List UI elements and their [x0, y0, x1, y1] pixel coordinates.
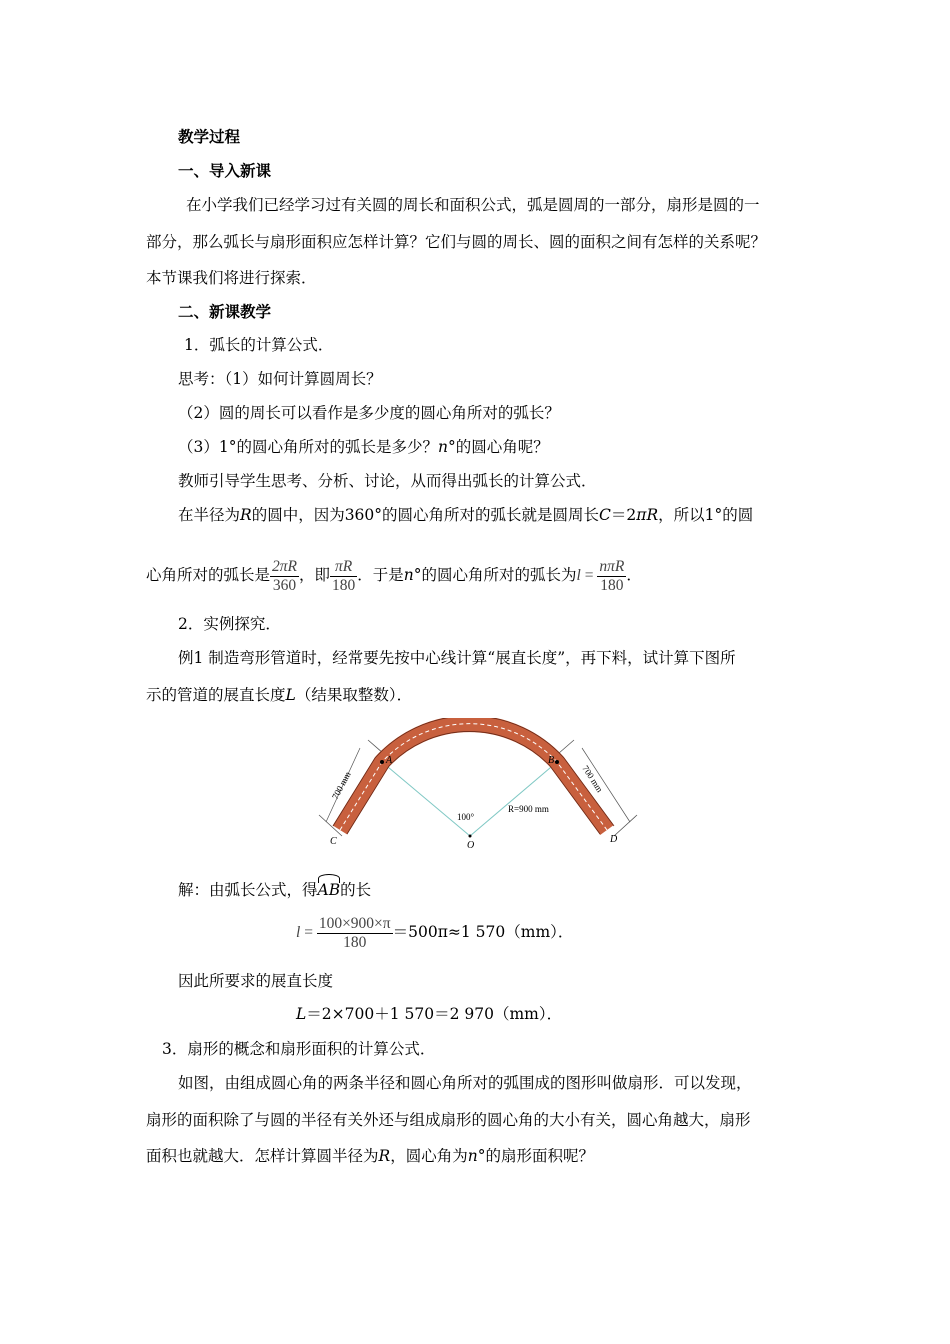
example-line-1: 例1 制造弯形管道时，经常要先按中心线计算“展直长度”，再下料，试计算下图所	[178, 649, 736, 667]
intro-line-3: 本节课我们将进行探索．	[146, 269, 317, 287]
label-angle: 100°	[457, 812, 475, 822]
page-title: 教学过程	[178, 127, 241, 146]
label-O: O	[467, 840, 475, 851]
arc-formula-line: 心角所对的弧长是 $\frac{2\pi R}{360}$ ，即 $\frac{\pi R}{180}$ ．于是n°的圆心角所对的弧长为l = $\frac{\text{nπR}}{180}$ ．	[146, 557, 642, 594]
solution-line-3: 因此所要求的展直长度	[178, 972, 334, 990]
solution-line-4: L＝2×700＋1 570＝2 970（mm）．	[296, 1005, 563, 1023]
radius-OA	[382, 762, 470, 836]
label-radius: R=900 mm	[508, 804, 549, 814]
sector-line-3: 面积也就越大．怎样计算圆半径为R，圆心角为n°的扇形面积呢？	[146, 1147, 594, 1165]
teacher-guide: 教师引导学生思考、分析、讨论，从而得出弧长的计算公式．	[178, 472, 597, 490]
solution-formula: l = $\frac{100\times 900\times\pi}{180}$ ＝500π≈1 570（mm）．	[296, 914, 574, 951]
section-heading-intro: 一、导入新课	[178, 161, 272, 180]
point-B	[555, 760, 559, 764]
derivation-line: 在半径为R的圆中，因为360°的圆心角所对的弧长就是圆周长C＝2πR，所以1°的圆	[178, 506, 754, 524]
question-2: （2）圆的周长可以看作是多少度的圆心角所对的弧长？	[178, 404, 560, 422]
fraction-npiR-180: $\frac{\text{nπR}}{180}$	[599, 557, 625, 594]
intro-line-1: 在小学我们已经学习过有关圆的周长和面积公式，弧是圆周的一部分，扇形是圆的一	[186, 196, 760, 214]
label-right-length: 700 mm	[580, 763, 605, 795]
label-C: C	[330, 836, 337, 847]
label-D: D	[610, 834, 618, 845]
item-example: 2．实例探究．	[178, 615, 281, 633]
label-left-length: 700 mm	[329, 769, 353, 801]
pipe-figure	[312, 718, 644, 854]
fraction-solution: $\frac{100\times 900\times\pi}{180}$	[318, 914, 391, 951]
radius-OB	[470, 762, 557, 836]
section-heading-new: 二、新课教学	[178, 302, 272, 321]
fraction-2piR-360: $\frac{2\pi R}{360}$	[272, 557, 297, 594]
fraction-piR-180: $\frac{\pi R}{180}$	[332, 557, 356, 594]
item-sector: 3．扇形的概念和扇形面积的计算公式．	[162, 1040, 436, 1058]
point-O	[469, 835, 472, 838]
point-A	[380, 760, 384, 764]
intro-line-2: 部分，那么弧长与扇形面积应怎样计算？它们与圆的周长、圆的面积之间有怎样的关系呢？	[146, 233, 767, 251]
sector-line-2: 扇形的面积除了与圆的半径有关外还与组成扇形的圆心角的大小有关，圆心角越大，扇形	[146, 1111, 751, 1129]
question-1: 思考：（1）如何计算圆周长？	[178, 370, 382, 388]
sector-line-1: 如图，由组成圆心角的两条半径和圆心角所对的弧围成的图形叫做扇形．可以发现，	[178, 1074, 752, 1092]
arc-AB: AB	[318, 880, 341, 900]
solution-line-1: 解：由弧长公式，得 AB的长	[178, 880, 371, 900]
dim-tick-right-bottom	[614, 815, 637, 836]
label-A: A	[386, 755, 393, 766]
example-line-2: 示的管道的展直长度L（结果取整数）．	[146, 686, 413, 704]
label-B: B	[548, 755, 555, 766]
question-3: （3）1°的圆心角所对的弧长是多少？n°的圆心角呢？	[178, 438, 549, 456]
item-arc-length: 1．弧长的计算公式．	[184, 336, 334, 354]
